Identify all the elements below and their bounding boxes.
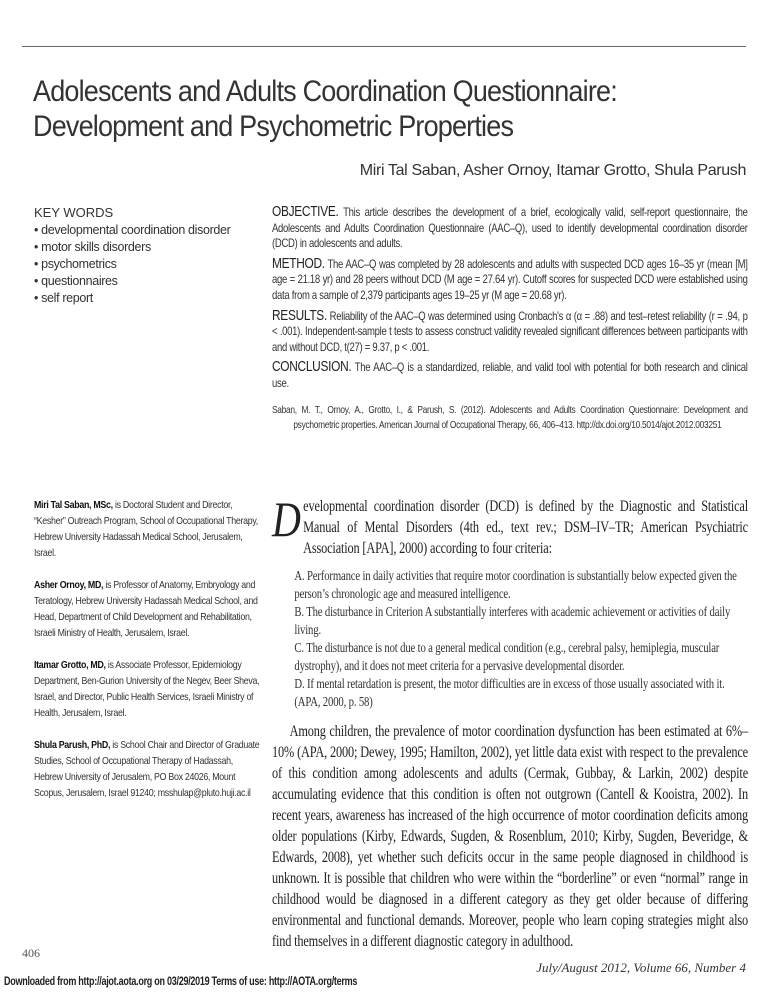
section-label: CONCLUSION. [272, 359, 352, 376]
section-text: The AAC–Q was completed by 28 adolescents and adults with suspected DCD ages 16–35 yr (mean [M] age = 21.18 yr) and 28 peers without DCD (M age = 27.64 yr). Cutoff scores for suspected DCD were established using data from a sample of 2,379 participants ages 19–25 yr (M age = 20.68 yr). [272, 257, 748, 302]
bio-text: is School Chair and Director of Graduate Studies, School of Occupational Therapy of Hadassah, Hebrew University of Jerusalem, PO Box 24026, Mount Scopus, Jerusalem, Israel 91240; msshulap@pluto.huji.ac.il [34, 740, 260, 799]
criteria-list [294, 567, 748, 711]
criterion: C. The disturbance is not due to a general medical condition (e.g., cerebral palsy, hemiplegia, muscular dystrophy), and it does not meet criteria for a pervasive developmental disorder. [294, 640, 720, 673]
author-bios [34, 498, 262, 818]
keyword: • developmental coordination disorder [34, 222, 266, 239]
section-text: The AAC–Q is a standardized, reliable, and valid tool with potential for both research and clinical use. [272, 361, 748, 390]
download-notice: Downloaded from http://ajot.aota.org on 03/29/2019 Terms of use: http://AOTA.org/terms [4, 974, 358, 988]
drop-cap: D [272, 491, 301, 547]
section-label: METHOD. [272, 255, 325, 272]
intro-text: evelopmental coordination disorder (DCD) is defined by the Diagnostic and Statistical Manual of Mental Disorders (4th ed., text rev.; DSM–IV–TR; American Psychiatric Association [APA], 2000) according to four criteria: [303, 498, 748, 557]
bio-name: Asher Ornoy, MD, [34, 580, 104, 591]
author-list: Miri Tal Saban, Asher Ornoy, Itamar Grotto, Shula Parush [359, 162, 746, 179]
keyword: • self report [34, 290, 266, 307]
citation: Saban, M. T., Ornoy, A., Grotto, I., & Parush, S. (2012). Adolescents and Adults Coordination Questionnaire: Development and psychometric properties. American Journal of Occupational Therapy, 66, 406–413. http://dx.doi.org/10.5014/ajot.2012.003251 [272, 405, 748, 431]
criterion: B. The disturbance in Criterion A substantially interferes with academic achievement or activities of daily living. [294, 604, 731, 637]
bio-text: is Associate Professor, Epidemiology Department, Ben-Gurion University of the Negev, Beer Sheva, Israel, and Director, Public Health Services, Israeli Ministry of Health, Jerusalem, Israel. [34, 660, 260, 719]
keyword: • questionnaires [34, 273, 266, 290]
author-bio [34, 658, 262, 722]
abstract [272, 205, 748, 397]
section-label: RESULTS. [272, 307, 327, 324]
page-number: 406 [22, 946, 40, 960]
keyword: • motor skills disorders [34, 239, 266, 256]
abstract-objective [272, 205, 748, 252]
criterion: D. If mental retardation is present, the motor difficulties are in excess of those usually associated with it. (APA, 2000, p. 58) [294, 676, 725, 709]
body-paragraph: Among children, the prevalence of motor coordination dysfunction has been estimated at 6%–10% (APA, 2000; Dewey, 1995; Hamilton, 2002), yet little data exist with respect to the prevalence of this condition among adolescents and adults (Cermak, Gubbay, & Larkin, 2002) despite accumulating evidence that this condition is often not outgrown (Cantell & Kooistra, 2002). In recent years, awareness has increased of the high occurrence of motor coordination deficits among older populations (Kirby, Edwards, Sugden, & Rosenblum, 2010; Kirby, Sugden, Beveridge, & Edwards, 2008), yet whether such deficits occur in the same people diagnosed in childhood is unknown. It is possible that children who were within the “borderline” or even “normal” range in childhood would be diagnosed in a different category as they get older because of differing environmental and functional demands. Moreover, people who learn coping strategies might also find themselves in a different diagnostic category in adulthood. [272, 723, 748, 950]
author-bio [34, 738, 262, 802]
keyword: • psychometrics [34, 256, 266, 273]
abstract-method [272, 257, 748, 304]
abstract-results [272, 309, 748, 356]
top-rule [22, 46, 746, 47]
bio-name: Shula Parush, PhD, [34, 740, 111, 751]
criterion: A. Performance in daily activities that require motor coordination is substantially below expected given the person’s chronologic age and measured intelligence. [294, 568, 737, 601]
keywords [34, 205, 266, 307]
keywords-heading: KEY WORDS [34, 205, 114, 220]
abstract-conclusion [272, 360, 748, 391]
section-text: Reliability of the AAC–Q was determined using Cronbach's α (α = .88) and test–retest reliability (r = .94, p < .001). Independent-sample t tests to assess construct validity revealed significant differences between participants with and without DCD, t(27) = 9.37, p < .001. [272, 309, 748, 354]
article-title: Adolescents and Adults Coordination Questionnaire: Development and Psychometric Properties [33, 75, 617, 143]
bio-name: Itamar Grotto, MD, [34, 660, 106, 671]
section-text: This article describes the development of a brief, ecologically valid, self-report questionnaire, the Adolescents and Adults Coordination Questionnaire (AAC–Q), used to identify developmental coordination disorder (DCD) in adolescents and adults. [272, 206, 748, 251]
journal-issue: July/August 2012, Volume 66, Number 4 [536, 960, 746, 975]
body-text [272, 491, 748, 952]
author-bio [34, 578, 262, 642]
author-bio [34, 498, 262, 562]
intro-paragraph [272, 491, 748, 559]
bio-text: is Doctoral Student and Director, “Kesher” Outreach Program, School of Occupational Therapy, Hebrew University Hadassah Medical School, Jerusalem, Israel. [34, 500, 258, 559]
bio-name: Miri Tal Saban, MSc, [34, 500, 113, 511]
bio-text: is Professor of Anatomy, Embryology and Teratology, Hebrew University Hadassah Medical School, and Head, Department of Child Development and Rehabilitation, Israeli Ministry of Health, Jerusalem, Israel. [34, 580, 258, 639]
section-label: OBJECTIVE. [272, 204, 339, 220]
